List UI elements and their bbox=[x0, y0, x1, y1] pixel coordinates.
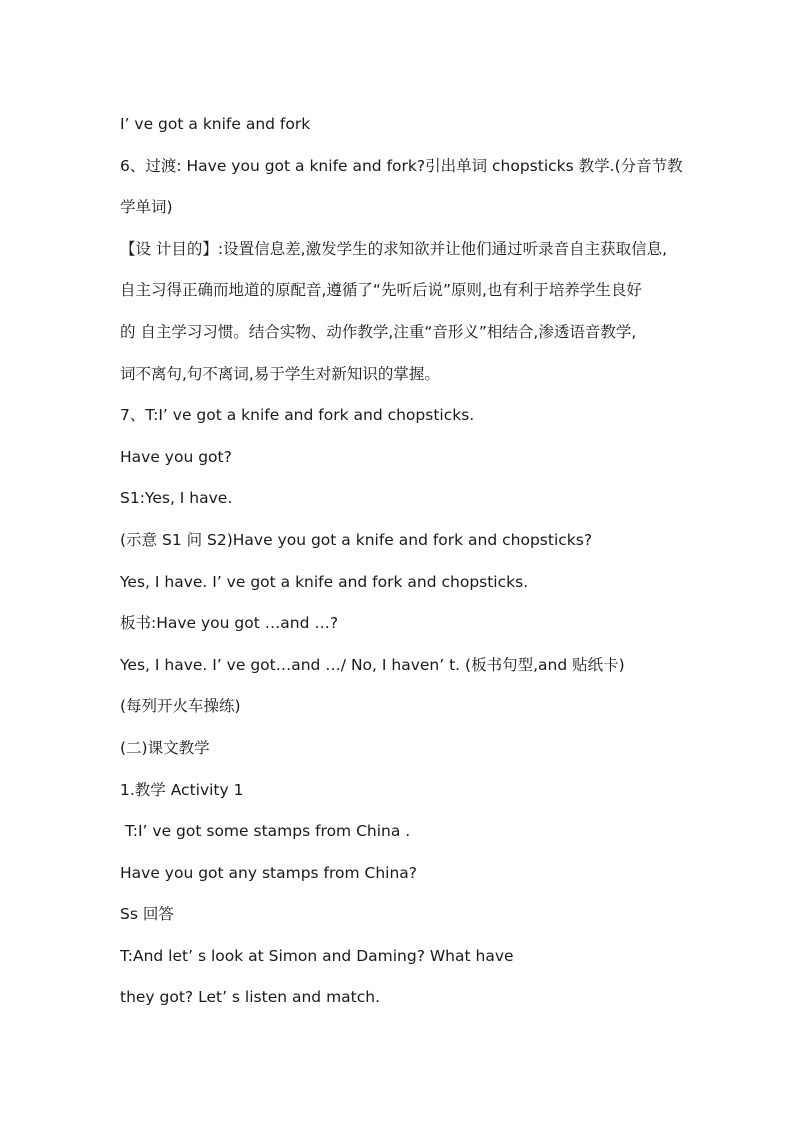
text-line: (每列开火车操练) bbox=[120, 697, 241, 716]
text-line: I’ ve got a knife and fork bbox=[120, 115, 311, 133]
text-line: 板书:Have you got …and …? bbox=[120, 614, 339, 633]
text-line: Have you got? bbox=[120, 447, 232, 466]
text-line: 7、T:I’ ve got a knife and fork and chopsticks. bbox=[120, 406, 475, 425]
text-line: Ss 回答 bbox=[120, 905, 174, 924]
text-line: Yes, I have. I’ ve got a knife and fork and chopsticks. bbox=[120, 572, 529, 591]
text-line: 学单词) bbox=[120, 198, 173, 217]
text-line: (示意 S1 问 S2)Have you got a knife and fork and chopsticks? bbox=[120, 530, 593, 549]
document-body bbox=[120, 104, 700, 1019]
text-line: they got? Let’ s listen and match. bbox=[120, 988, 381, 1007]
text-line: 的 自主学习习惯。结合实物、动作教学,注重“音形义”相结合,渗透语音教学, bbox=[120, 322, 637, 341]
text-line: 词不离句,句不离词,易于学生对新知识的掌握。 bbox=[120, 364, 440, 383]
text-line: T:I’ ve got some stamps from China . bbox=[125, 822, 411, 841]
text-line: Yes, I have. I’ ve got…and …/ No, I haven’ t. (板书句型,and 贴纸卡) bbox=[120, 655, 625, 674]
text-line: T:And let’ s look at Simon and Daming? What have bbox=[120, 946, 514, 965]
text-line: Have you got any stamps from China? bbox=[120, 863, 418, 882]
text-line: 自主习得正确而地道的原配音,遵循了“先听后说”原则,也有利于培养学生良好 bbox=[120, 281, 642, 300]
section-heading: (二)课文教学 bbox=[120, 738, 210, 757]
text-line: 1.教学 Activity 1 bbox=[120, 780, 244, 799]
design-purpose-line: 【设 计目的】:设置信息差,激发学生的求知欲并让他们通过听录音自主获取信息, bbox=[120, 239, 668, 258]
text-line: 6、过渡: Have you got a knife and fork?引出单词 chopsticks 教学.(分音节教 bbox=[120, 156, 683, 175]
text-line: S1:Yes, I have. bbox=[120, 489, 233, 508]
